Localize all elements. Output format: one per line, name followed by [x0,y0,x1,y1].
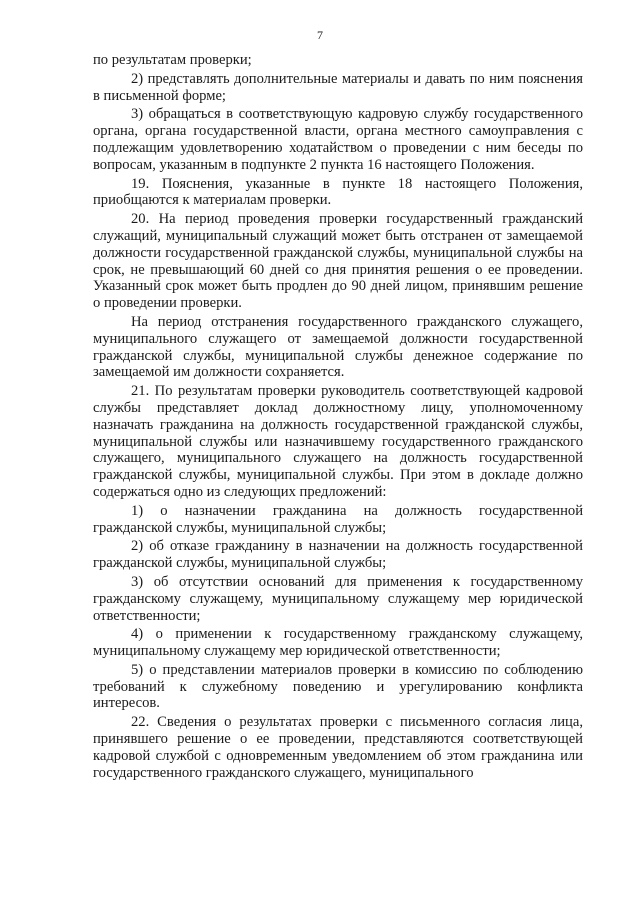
paragraph-21-option-5: 5) о представлении материалов проверки в комиссию по соблюдению требований к служебному поведению и урегулированию конфликта интересов. [93,661,583,712]
paragraph-continuation: по результатам проверки; [93,52,252,68]
page-number: 7 [317,28,323,42]
paragraph-21: 21. По результатам проверки руководитель соответствующей кадровой службы представляет доклад должностному лицу, уполномоченному назначать гражданина на должность государственной гражданской службы, муниципальной службы или назначившему государственного гражданского служащего, муниципального служащего на должность государственной гражданской службы, муниципальной службы. При этом в докладе должно содержаться одно из следующих предложений: [93,383,583,500]
paragraph-21-option-4: 4) о применении к государственному гражданскому служащему, муниципальному служащему мер юридической ответственности; [93,626,583,660]
paragraph-item-2: 2) представлять дополнительные материалы и давать по ним пояснения в письменной форме; [93,70,583,104]
paragraph-19: 19. Пояснения, указанные в пункте 18 настоящего Положения, приобщаются к материалам проверки. [93,175,583,209]
paragraph-item-3: 3) обращаться в соответствующую кадровую службу государственного органа, органа государственной власти, органа местного самоуправления с подлежащим удовлетворению ходатайством о проведении с ним беседы по вопросам, указанным в подпункте 2 пункта 16 настоящего Положения. [93,106,583,173]
paragraph-21-option-2: 2) об отказе гражданину в назначении на должность государственной гражданской службы, муниципальной службы; [93,538,583,572]
paragraph-22: 22. Сведения о результатах проверки с письменного согласия лица, принявшего решение о ее проведении, представляются соответствующей кадровой службой с одновременным уведомлением об этом гражданина или государственного гражданского служащего, муниципального [93,714,583,781]
paragraph-21-option-3: 3) об отсутствии оснований для применения к государственному гражданскому служащему, муниципальному служащему мер юридической ответственности; [93,573,583,624]
paragraph-21-option-1: 1) о назначении гражданина на должность государственной гражданской службы, муниципальной службы; [93,502,583,536]
document-body [93,52,583,781]
paragraph-20: 20. На период проведения проверки государственный гражданский служащий, муниципальный служащий может быть отстранен от замещаемой должности государственной гражданской службы, муниципальной службы на срок, не превышающий 60 дней со дня принятия решения о ее проведении. Указанный срок может быть продлен до 90 дней лицом, принявшим решение о проведении проверки. [93,211,583,312]
paragraph-20-suspension: На период отстранения государственного гражданского служащего, муниципального служащего от замещаемой должности государственной гражданской службы, муниципальной службы денежное содержание по замещаемой им должности сохраняется. [93,313,583,381]
